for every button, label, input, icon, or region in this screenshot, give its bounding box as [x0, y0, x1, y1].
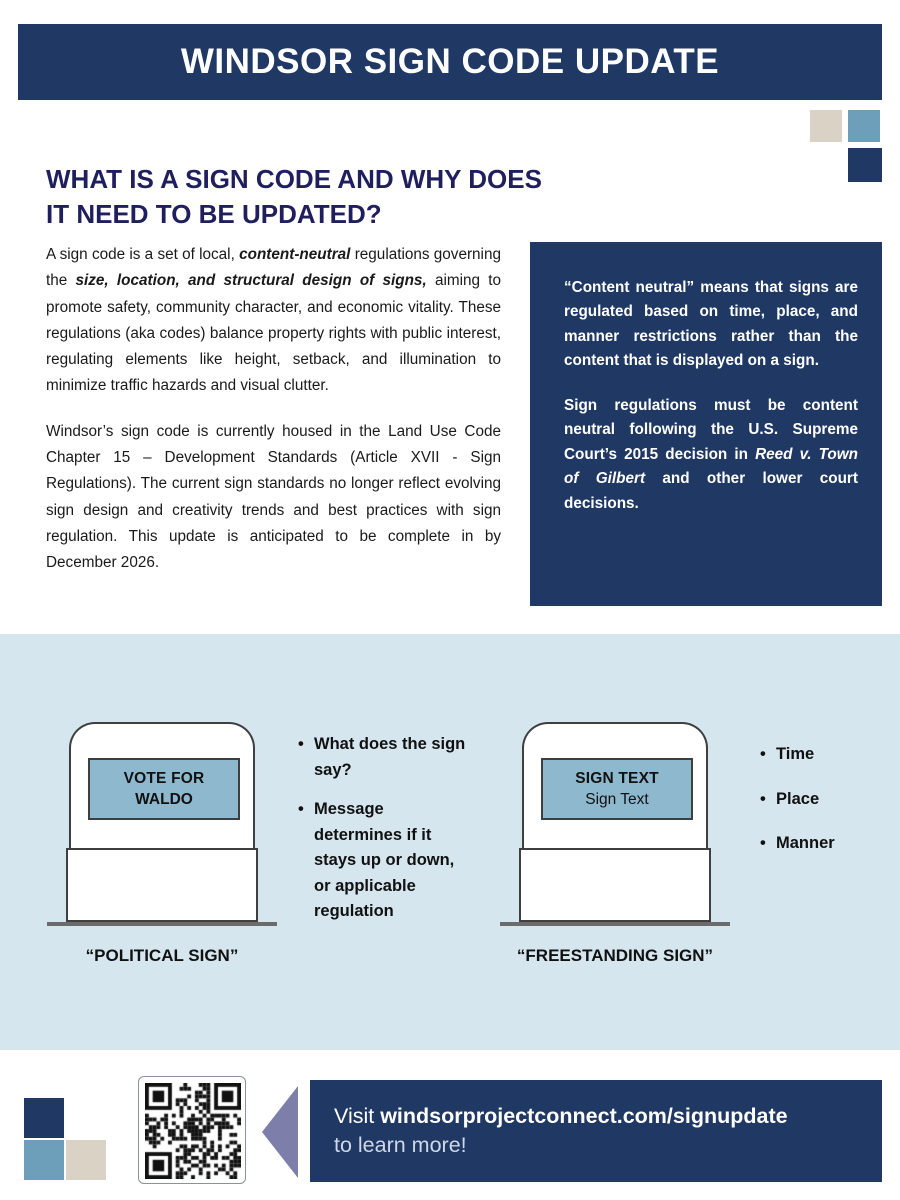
body-copy	[46, 242, 501, 577]
callout-p2-part1: Sign regulations must be content neutral following the U.S. Supreme Court’s 2015 decision in	[564, 396, 858, 463]
body-p1-emphasis-1: content-neutral	[239, 246, 351, 263]
body-paragraph-2: Windsor’s sign code is currently housed in the Land Use Code Chapter 15 – Development Standards (Article XVII - Sign Regulations). The current sign standards no longer reflect evolving sign design and creativity trends and best practices with sign regulation. This update is anticipated to be complete in by December 2026.	[46, 422, 501, 572]
freestanding-sign-graphic	[495, 722, 735, 966]
footer-square-navy	[24, 1098, 64, 1138]
sign-face-left-line-1: VOTE FOR	[123, 769, 205, 787]
list-item: • Time	[776, 742, 898, 768]
footer-cta-bar	[310, 1080, 882, 1182]
decor-square-navy	[848, 148, 882, 182]
sign-monument-top-right	[522, 722, 708, 848]
page-title: WINDSOR SIGN CODE UPDATE	[180, 42, 720, 81]
list-item: • Place	[776, 787, 898, 813]
body-p1-part1: A sign code is a set of local,	[46, 246, 240, 263]
list-item: • Message determines if it stays up or down, or applicable regulation	[314, 797, 472, 925]
decor-square-tan	[810, 110, 842, 142]
political-sign-caption: “POLITICAL SIGN”	[85, 946, 239, 965]
sign-base-left	[66, 848, 258, 922]
sign-face-right-line-2: Sign Text	[585, 790, 649, 808]
qr-code[interactable]	[138, 1076, 246, 1184]
sign-face-left-line-2: WALDO	[135, 790, 193, 808]
footer-url[interactable]: windsorprojectconnect.com/signupdate	[380, 1104, 788, 1128]
callout-p2-part2: and other lower court decisions.	[564, 470, 858, 512]
footer-square-tan	[66, 1140, 106, 1180]
content-neutral-callout	[530, 242, 882, 606]
sign-ground-right	[500, 922, 730, 926]
sign-ground-left	[47, 922, 277, 926]
callout-paragraph-1: “Content neutral” means that signs are regulated based on time, place, and manner restrictions rather than the content that is displayed on a sign.	[564, 279, 858, 370]
body-paragraph-1	[46, 242, 501, 400]
sign-base-right	[519, 848, 711, 922]
callout-case-name: Reed v. Town of Gilbert	[564, 445, 858, 488]
body-p1-part3: aiming to promote safety, community character, and economic vitality. These regulations (aka codes) balance property rights with public interest, regulating elements like height, setback, and illumination to minimize traffic hazards and visual clutter.	[46, 272, 502, 395]
political-sign-graphic	[42, 722, 282, 966]
header-bar	[18, 24, 882, 100]
sign-face-left	[88, 758, 240, 820]
body-p1-part2: regulations governing the	[46, 246, 501, 290]
footer-square-blue	[24, 1140, 64, 1180]
callout-paragraph-2	[564, 394, 858, 516]
footer-visit-label: Visit	[334, 1104, 381, 1128]
list-item: • What does the sign say?	[314, 732, 472, 783]
freestanding-sign-caption: “FREESTANDING SIGN”	[516, 946, 714, 965]
political-sign-bullets	[296, 732, 472, 925]
freestanding-sign-bullets	[758, 742, 898, 857]
list-item: • Manner	[776, 831, 898, 857]
footer-learn-more: to learn more!	[334, 1133, 467, 1158]
decor-square-blue	[848, 110, 880, 142]
sign-monument-top-left	[69, 722, 255, 848]
arrow-icon	[262, 1086, 298, 1178]
body-p1-emphasis-2: size, location, and structural design of signs,	[75, 272, 427, 290]
sign-face-right	[541, 758, 693, 820]
section-heading: WHAT IS A SIGN CODE AND WHY DOES IT NEED TO BE UPDATED?	[46, 163, 542, 230]
sign-face-right-line-1: SIGN TEXT	[575, 769, 659, 787]
footer-visit-line	[334, 1102, 882, 1131]
